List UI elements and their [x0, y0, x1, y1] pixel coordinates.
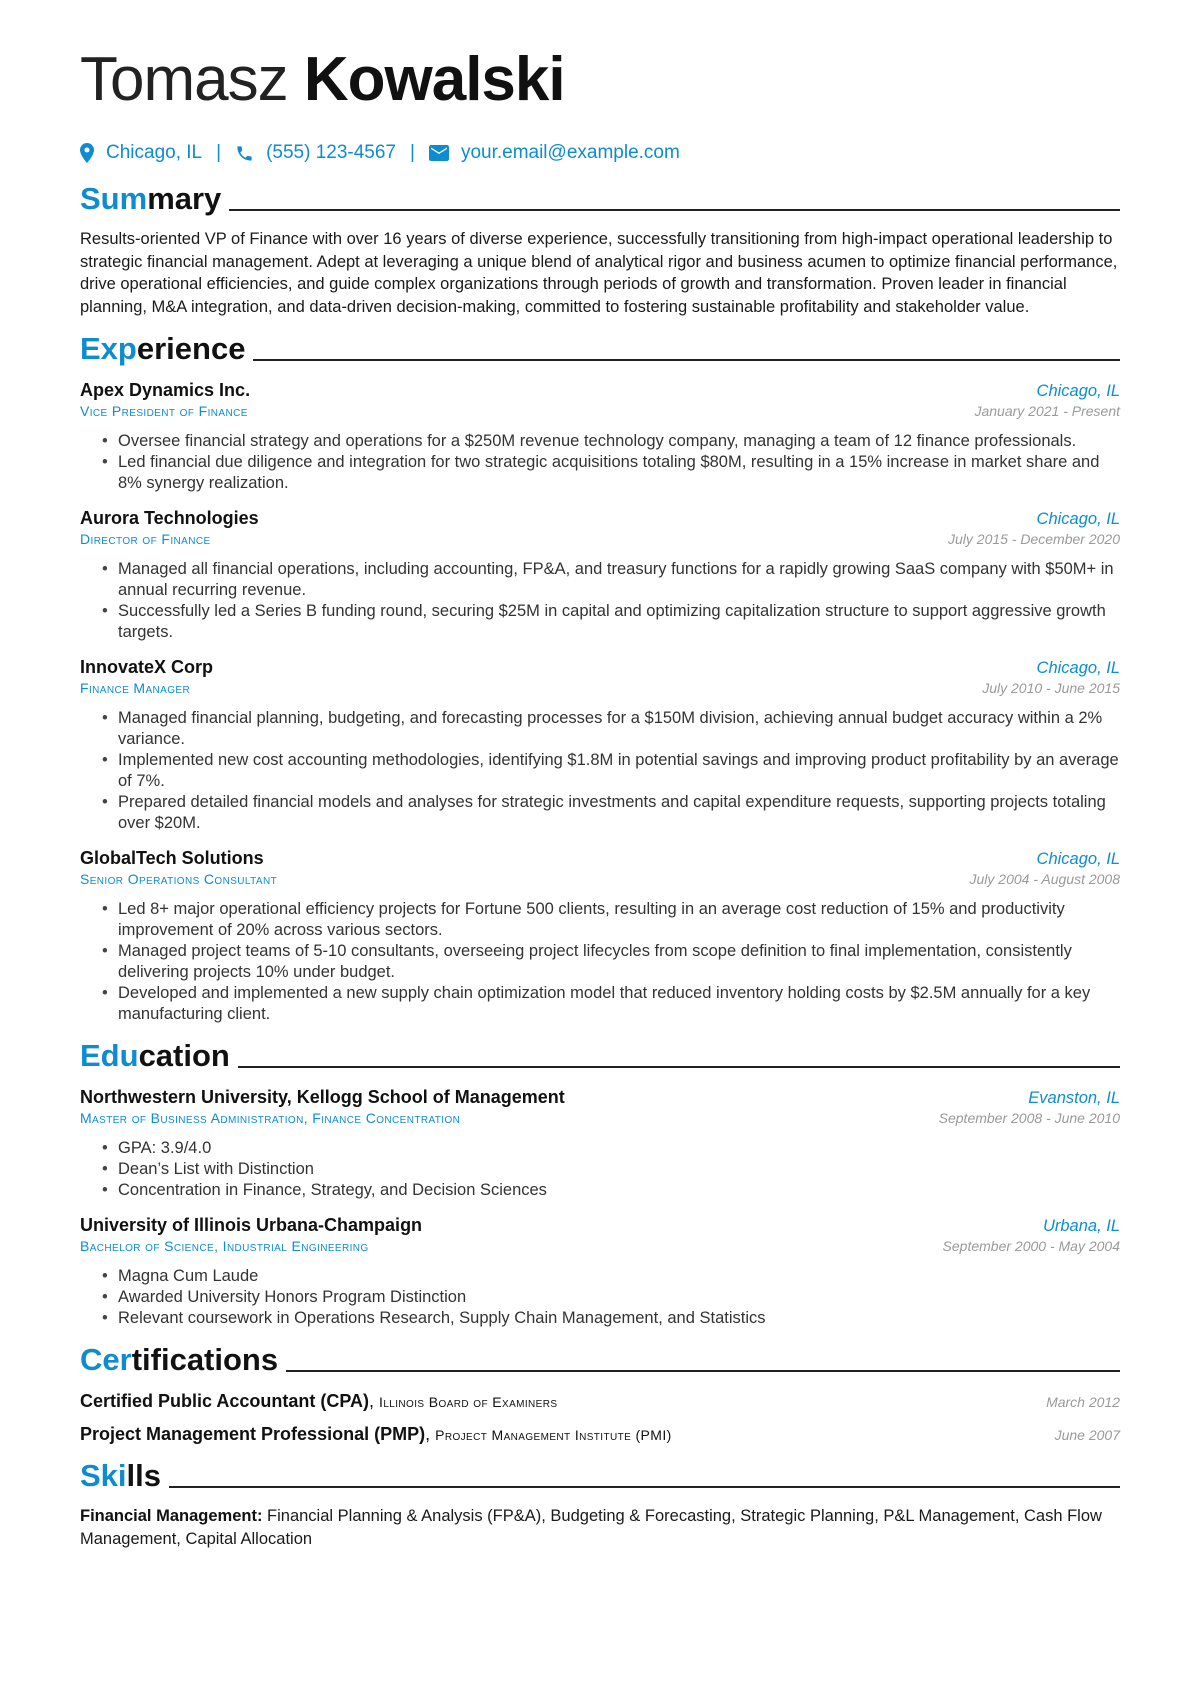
- bullet-item: • Awarded University Honors Program Distinction: [102, 1287, 1120, 1308]
- contact-line: [80, 138, 1120, 168]
- section-heading: [80, 1337, 1120, 1379]
- envelope-icon: [429, 145, 449, 161]
- contact-location: [80, 142, 202, 164]
- section-rule: [229, 209, 1120, 211]
- section-heading: [80, 1033, 1120, 1075]
- education-dates: September 2008 - June 2010: [938, 1110, 1120, 1126]
- bullet-item: • Managed all financial operations, including accounting, FP&A, and treasury functions for a rapidly growing SaaS company with $50M+ in annual recurring revenue.: [102, 559, 1120, 601]
- summary-section: [80, 176, 1120, 318]
- section-title: Experience: [80, 331, 246, 366]
- school-name: University of Illinois Urbana-Champaign: [80, 1215, 423, 1235]
- degree: Bachelor of Science, Industrial Engineering: [80, 1238, 369, 1254]
- contact-separator: |: [410, 142, 415, 163]
- phone-text: (555) 123-4567: [266, 142, 396, 163]
- experience-entry: [80, 657, 1120, 834]
- certification-item: Project Management Professional (PMP), Project Management Institute (PMI) June 2007: [80, 1424, 1120, 1444]
- bullet-item: • Prepared detailed financial models and analyses for strategic investments and capital expenditure requests, supporting projects totaling over $20M.: [102, 792, 1120, 834]
- education-bullets: [102, 1266, 1120, 1329]
- school-location: Evanston, IL: [1028, 1089, 1120, 1107]
- map-pin-icon: [80, 143, 94, 163]
- section-rule: [169, 1486, 1120, 1488]
- section-title: Education: [80, 1038, 230, 1073]
- company-name: Aurora Technologies: [80, 508, 259, 528]
- job-title: Vice President of Finance: [80, 403, 248, 419]
- section-rule: [238, 1066, 1120, 1068]
- job-location: Chicago, IL: [1036, 850, 1120, 868]
- last-name: Kowalski: [303, 45, 565, 114]
- bullet-item: • Oversee financial strategy and operations for a $250M revenue technology company, managing a team of 12 finance professionals.: [102, 431, 1120, 452]
- company-name: InnovateX Corp: [80, 657, 214, 677]
- skill-category-label: Financial Management:: [80, 1507, 263, 1525]
- certifications-section: [80, 1337, 1120, 1445]
- certification-issuer: Project Management Institute (PMI): [435, 1427, 672, 1443]
- contact-separator: |: [216, 142, 222, 163]
- bullet-item: • Implemented new cost accounting methodologies, identifying $1.8M in potential savings and improving product profitability by an average of 7%.: [102, 750, 1120, 792]
- company-name: GlobalTech Solutions: [80, 848, 264, 868]
- certification-date: June 2007: [1054, 1427, 1120, 1443]
- education-entry: [80, 1087, 1120, 1201]
- bullet-item: • Managed financial planning, budgeting, and forecasting processes for a $150M division, achieving annual budget accuracy within a 2% variance.: [102, 708, 1120, 750]
- job-dates: July 2004 - August 2008: [969, 871, 1120, 887]
- job-title: Director of Finance: [80, 531, 211, 547]
- job-bullets: [102, 431, 1120, 494]
- section-heading: [80, 326, 1120, 368]
- skill-list: Financial Planning & Analysis (FP&A), Budgeting & Forecasting, Strategic Planning, P&L Management, Cash Flow Management, Capital Allocation: [80, 1507, 1102, 1548]
- section-rule: [286, 1370, 1120, 1372]
- section-heading: [80, 1453, 1120, 1495]
- bullet-item: • Successfully led a Series B funding round, securing $25M in capital and optimizing capitalization structure to support aggressive growth targets.: [102, 601, 1120, 643]
- school-name: Northwestern University, Kellogg School of Management: [80, 1087, 565, 1107]
- education-entry: [80, 1215, 1120, 1329]
- bullet-item: • Relevant coursework in Operations Research, Supply Chain Management, and Statistics: [102, 1308, 1120, 1329]
- certification-name: Project Management Professional (PMP): [80, 1424, 426, 1444]
- section-heading: [80, 176, 1120, 218]
- summary-text: Results-oriented VP of Finance with over 16 years of diverse experience, successfully transitioning from high-impact operational leadership to strategic financial management. Adept at leveraging a unique blend of analytical rigor and business acumen to optimize financial performance, drive operational efficiencies, and guide complex organizations through periods of growth and transformation. Proven leader in financial planning, M&A integration, and data-driven decision-making, committed to fostering sustainable profitability and stakeholder value.: [80, 230, 1118, 316]
- job-dates: January 2021 - Present: [974, 403, 1120, 419]
- job-bullets: [102, 708, 1120, 834]
- education-section: [80, 1033, 1120, 1329]
- section-title: Summary: [80, 181, 222, 216]
- job-bullets: [102, 559, 1120, 643]
- skills-section: [80, 1453, 1120, 1550]
- job-location: Chicago, IL: [1036, 659, 1120, 677]
- company-name: Apex Dynamics Inc.: [80, 380, 251, 400]
- section-title: Certifications: [80, 1342, 279, 1377]
- job-location: Chicago, IL: [1036, 382, 1120, 400]
- contact-email[interactable]: [429, 142, 680, 164]
- certification-item: Certified Public Accountant (CPA), Illinois Board of Examiners March 2012: [80, 1391, 1120, 1411]
- job-bullets: [102, 899, 1120, 1025]
- first-name: Tomasz: [80, 45, 288, 114]
- certification-name: Certified Public Accountant (CPA): [80, 1391, 370, 1411]
- job-location: Chicago, IL: [1036, 510, 1120, 528]
- bullet-item: • Developed and implemented a new supply chain optimization model that reduced inventory holding costs by $2.5M annually for a key manufacturing client.: [102, 983, 1120, 1025]
- bullet-item: • Led financial due diligence and integration for two strategic acquisitions totaling $80M, resulting in a 15% increase in market share and 8% synergy realization.: [102, 452, 1120, 494]
- degree: Master of Business Administration, Finance Concentration: [80, 1110, 461, 1126]
- experience-entry: [80, 508, 1120, 643]
- location-text: Chicago, IL: [106, 142, 203, 163]
- skills-text: [80, 1505, 1120, 1550]
- experience-section: [80, 326, 1120, 1025]
- bullet-item: • Led 8+ major operational efficiency projects for Fortune 500 clients, resulting in an average cost reduction of 15% and productivity improvement of 20% across various sectors.: [102, 899, 1120, 941]
- certification-date: March 2012: [1046, 1394, 1120, 1410]
- education-bullets: [102, 1138, 1120, 1201]
- experience-entry: [80, 848, 1120, 1025]
- job-title: Senior Operations Consultant: [80, 871, 278, 887]
- candidate-name: [80, 40, 1120, 120]
- experience-entry: [80, 380, 1120, 494]
- contact-phone[interactable]: [235, 142, 396, 164]
- bullet-item: • Dean’s List with Distinction: [102, 1159, 1120, 1180]
- phone-icon: [235, 144, 254, 163]
- education-dates: September 2000 - May 2004: [942, 1238, 1120, 1254]
- bullet-item: • GPA: 3.9/4.0: [102, 1138, 1120, 1159]
- bullet-item: • Magna Cum Laude: [102, 1266, 1120, 1287]
- bullet-item: • Managed project teams of 5-10 consultants, overseeing project lifecycles from scope definition to final implementation, consistently delivering projects 10% under budget.: [102, 941, 1120, 983]
- job-dates: July 2015 - December 2020: [948, 531, 1120, 547]
- job-title: Finance Manager: [80, 680, 191, 696]
- section-title: Skills: [80, 1458, 161, 1493]
- resume-page: [80, 40, 1120, 1550]
- certification-issuer: Illinois Board of Examiners: [379, 1394, 558, 1410]
- email-link[interactable]: your.email@example.com: [460, 142, 680, 163]
- section-rule: [253, 359, 1120, 361]
- school-location: Urbana, IL: [1042, 1217, 1120, 1235]
- job-dates: July 2010 - June 2015: [982, 680, 1120, 696]
- bullet-item: • Concentration in Finance, Strategy, and Decision Sciences: [102, 1180, 1120, 1201]
